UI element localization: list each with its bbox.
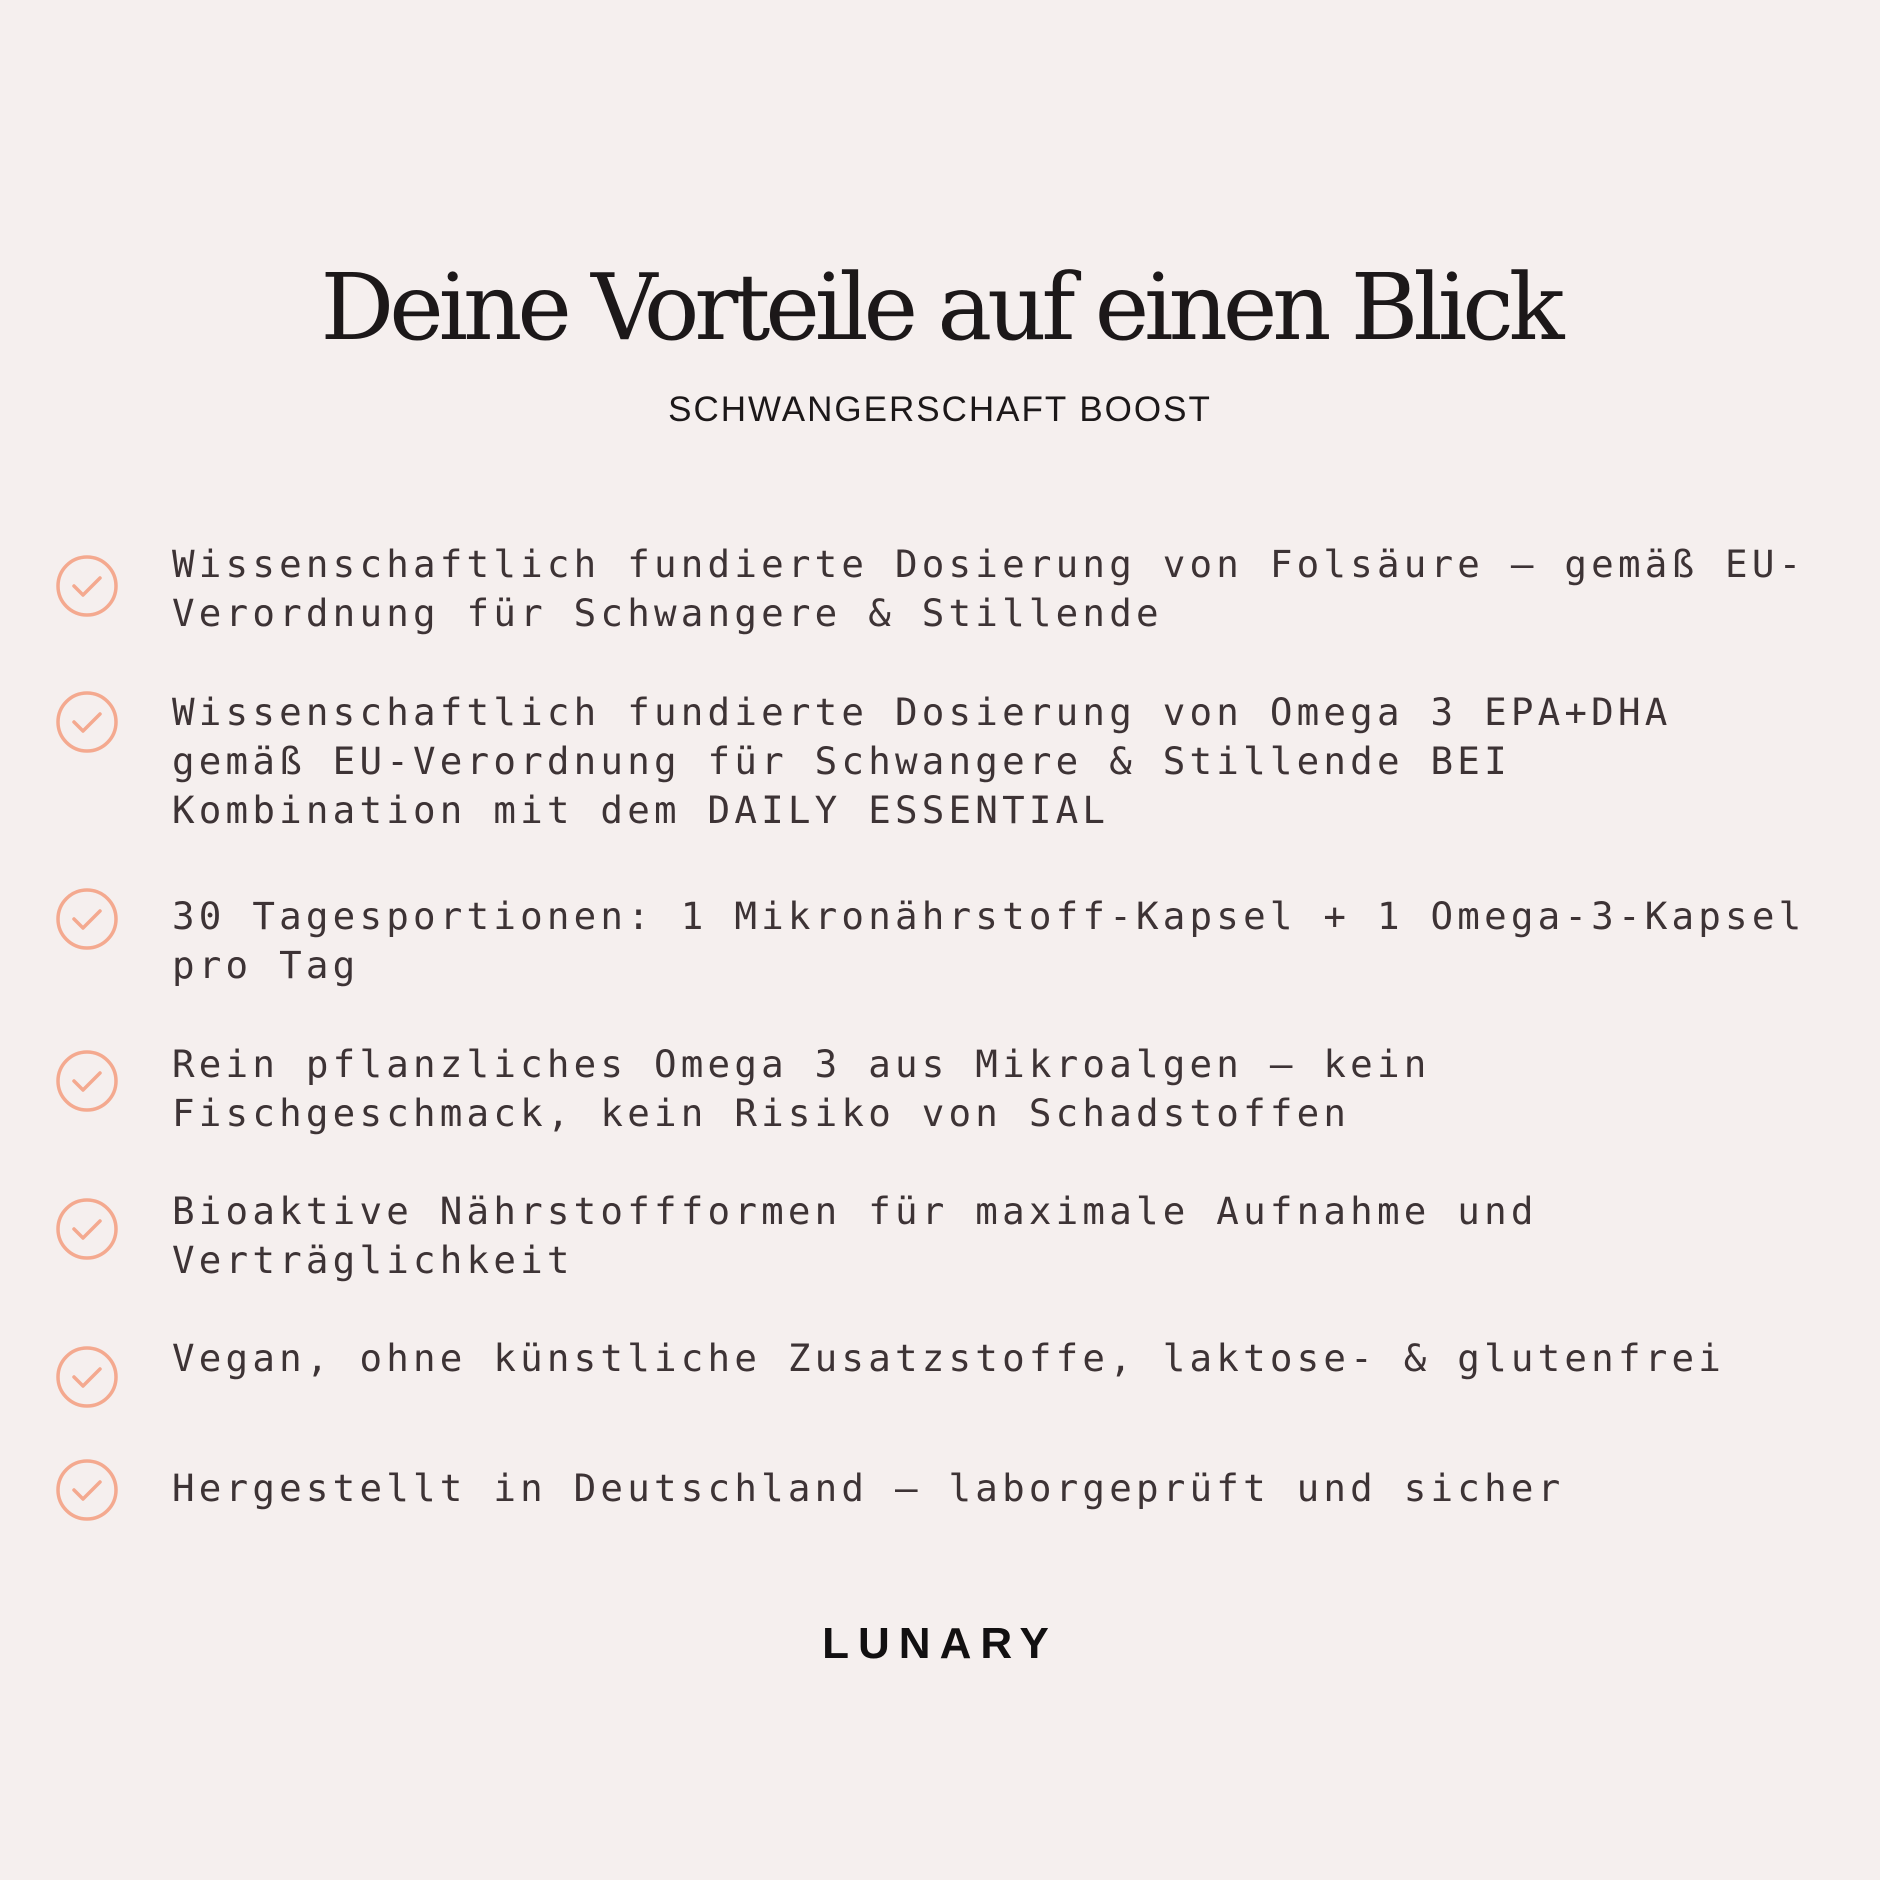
- check-circle-icon: [56, 1459, 118, 1521]
- check-circle-icon: [56, 555, 118, 617]
- brand-logo: LUNARY: [822, 1619, 1058, 1668]
- benefit-text: Wissenschaftlich fundierte Dosierung von Folsäure – gemäß EU-Verordnung für Schwangere & Stillende: [172, 542, 1806, 635]
- benefit-text: Wissenschaftlich fundierte Dosierung von Omega 3 EPA+DHA gemäß EU-Verordnung für Schwangere & Stillende BEI Kombination mit dem DAILY ESSENTIAL: [172, 690, 1672, 832]
- check-circle-icon: [56, 1198, 118, 1260]
- benefit-text: Vegan, ohne künstliche Zusatzstoffe, laktose- & glutenfrei: [172, 1336, 1726, 1380]
- benefit-text: 30 Tagesportionen: 1 Mikronährstoff-Kapsel + 1 Omega-3-Kapsel pro Tag: [172, 894, 1806, 987]
- check-circle-icon: [56, 888, 118, 950]
- benefit-text: Hergestellt in Deutschland – laborgeprüft und sicher: [172, 1466, 1565, 1510]
- page-title: Deine Vorteile auf einen Blick: [320, 254, 1560, 361]
- check-circle-icon: [56, 691, 118, 753]
- check-circle-icon: [56, 1050, 118, 1112]
- benefit-text: Rein pflanzliches Omega 3 aus Mikroalgen – kein Fischgeschmack, kein Risiko von Schadstoffen: [172, 1042, 1431, 1135]
- check-circle-icon: [56, 1346, 118, 1408]
- product-subtitle: SCHWANGERSCHAFT BOOST: [668, 390, 1212, 429]
- benefit-text: Bioaktive Nährstoffformen für maximale Aufnahme und Verträglichkeit: [172, 1189, 1538, 1282]
